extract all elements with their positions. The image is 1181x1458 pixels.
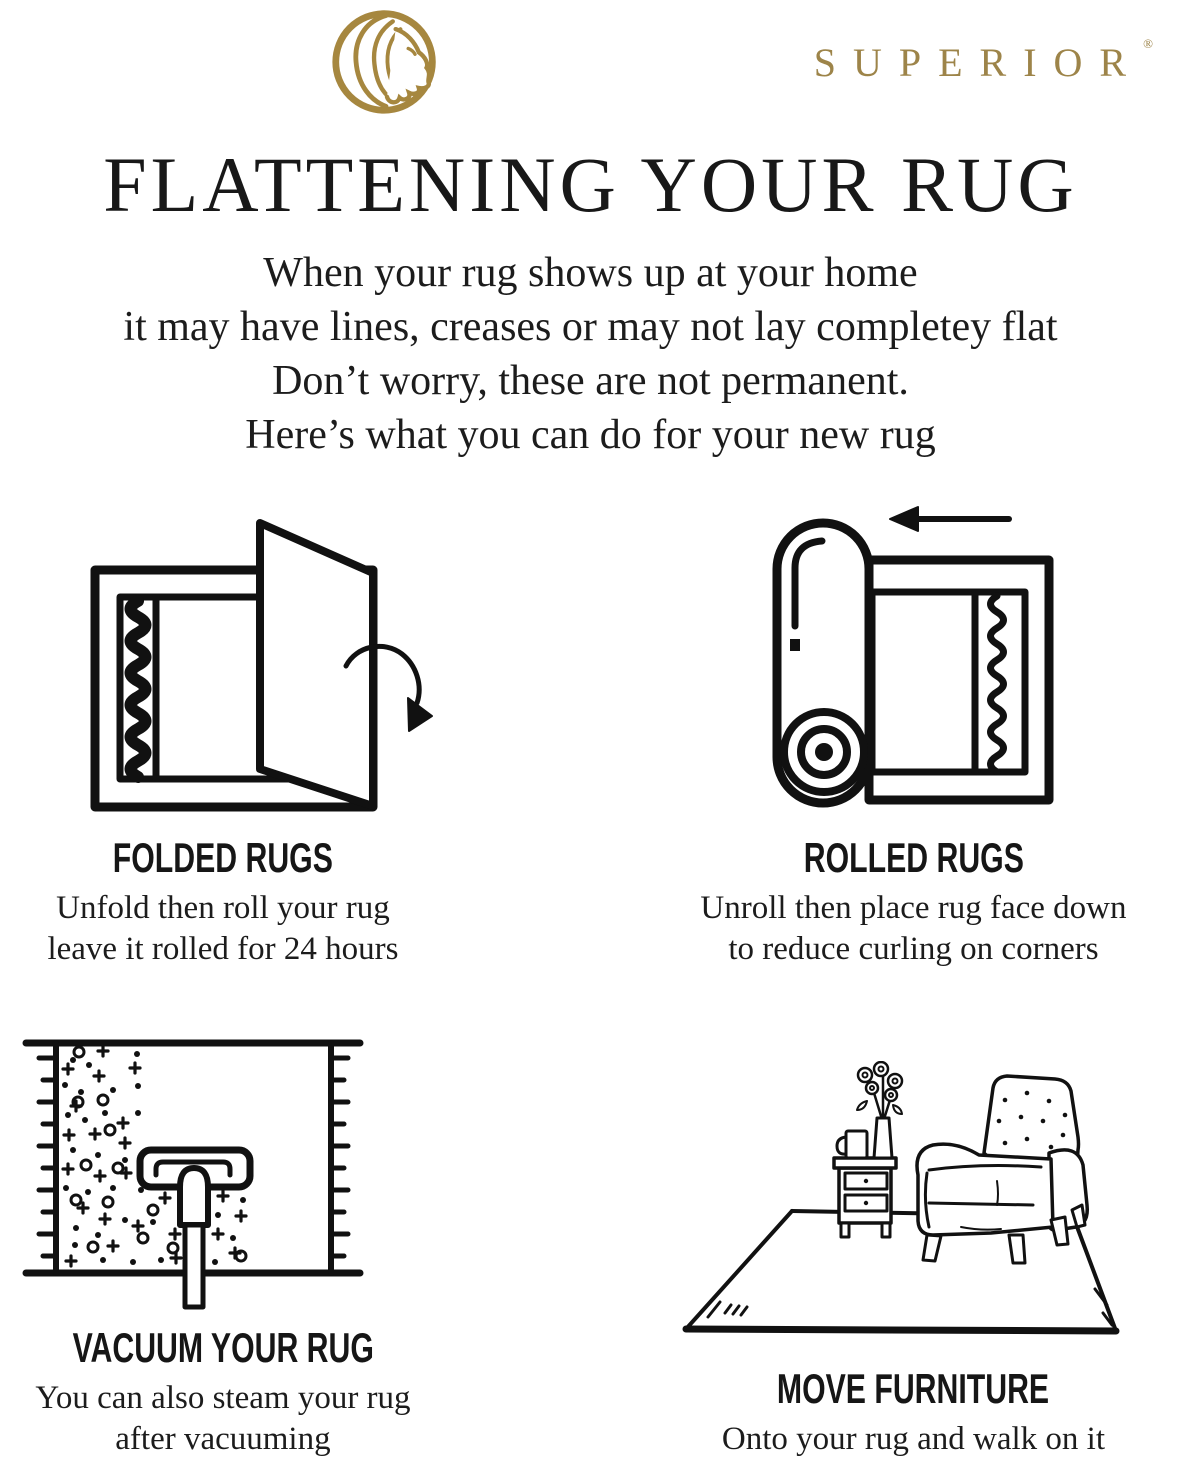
- section-caption: You can also steam your rug after vacuuming: [35, 1380, 411, 1457]
- intro-line: Don’t worry, these are not permanent.: [272, 358, 909, 404]
- brand-name: SUPERIOR®: [813, 36, 1153, 85]
- intro-text: [0, 246, 1181, 462]
- section-folded-rugs: [0, 502, 446, 970]
- section-heading: ROLLED RUGS: [803, 834, 1024, 881]
- vacuum-rug-icon: [13, 1010, 433, 1310]
- section-caption: Unroll then place rug face down to reduce curling on corners: [700, 890, 1127, 967]
- brand-logo: [0, 0, 1153, 118]
- intro-line: Here’s what you can do for your new rug: [245, 412, 936, 458]
- section-vacuum-rug: [0, 1010, 446, 1458]
- move-furniture-icon: [661, 1061, 1141, 1351]
- section-heading: MOVE FURNITURE: [777, 1365, 1050, 1412]
- rolled-rug-icon: [672, 490, 1092, 820]
- registered-mark: ®: [1143, 36, 1153, 51]
- folded-rug-icon: [78, 502, 478, 820]
- section-caption: Onto your rug and walk on it: [721, 1421, 1105, 1457]
- lion-logo-icon: [327, 4, 445, 118]
- page-title: FLATTENING YOUR RUG: [103, 141, 1078, 228]
- section-heading: VACUUM YOUR RUG: [72, 1324, 374, 1371]
- sections-row-2: [0, 1010, 1181, 1458]
- intro-line: it may have lines, creases or may not lay completey flat: [123, 304, 1058, 350]
- section-rolled-rugs: [646, 490, 1181, 970]
- section-caption: Unfold then roll your rug leave it rolled for 24 hours: [47, 890, 399, 967]
- intro-line: When your rug shows up at your home: [263, 250, 918, 296]
- section-heading: FOLDED RUGS: [112, 834, 333, 881]
- section-move-furniture: [646, 1061, 1181, 1458]
- sections-row-1: [0, 490, 1181, 970]
